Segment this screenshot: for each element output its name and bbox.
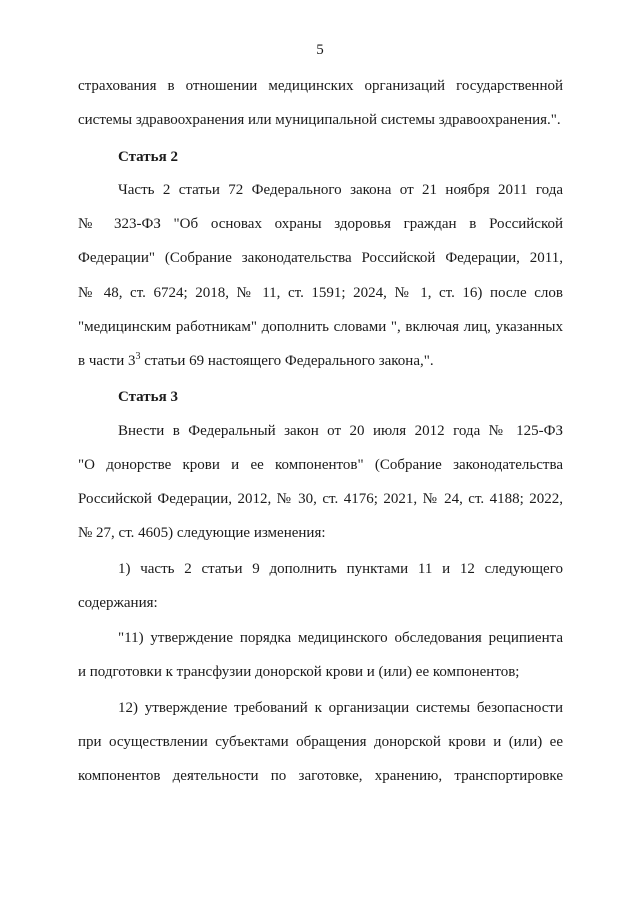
text-line: страхования в отношении медицинских организаций государственной [78,78,563,94]
text-line: "медицинским работникам" дополнить словами ", включая лиц, указанных [78,319,563,335]
text-line: "11) утверждение порядка медицинского обследования реципиента [118,630,563,646]
text-line: при осуществлении субъектами обращения донорской крови и (или) ее [78,734,563,750]
text-fragment: статьи 69 настоящего Федерального закона,". [140,353,434,369]
article-heading: Статья 3 [118,389,178,405]
page-number: 5 [316,42,324,58]
text-line: системы здравоохранения или муниципальной системы здравоохранения.". [78,112,561,128]
text-fragment: в части 3 [78,353,136,369]
text-line: 1) часть 2 статьи 9 дополнить пунктами 11 и 12 следующего [118,561,563,577]
text-line: и подготовки к трансфузии донорской крови и (или) ее компонентов; [78,664,520,680]
text-line: содержания: [78,595,158,611]
text-line: Федерации" (Собрание законодательства Российской Федерации, 2011, [78,250,563,266]
text-line: Часть 2 статьи 72 Федерального закона от 21 ноября 2011 года [118,182,563,198]
text-line: Внести в Федеральный закон от 20 июля 2012 года № 125-ФЗ [118,423,563,439]
text-line: Российской Федерации, 2012, № 30, ст. 4176; 2021, № 24, ст. 4188; 2022, [78,491,563,507]
text-line [78,352,563,370]
text-line: компонентов деятельности по заготовке, хранению, транспортировке [78,768,563,784]
article-heading: Статья 2 [118,149,178,165]
superscript: 3 [135,351,141,362]
text-line: "О донорстве крови и ее компонентов" (Собрание законодательства [78,457,563,473]
text-line: 12) утверждение требований к организации системы безопасности [118,700,563,716]
text-line: № 323-ФЗ "Об основах охраны здоровья граждан в Российской [78,216,563,232]
text-line: № 27, ст. 4605) следующие изменения: [78,525,326,541]
text-line: № 48, ст. 6724; 2018, № 11, ст. 1591; 2024, № 1, ст. 16) после слов [78,285,563,301]
